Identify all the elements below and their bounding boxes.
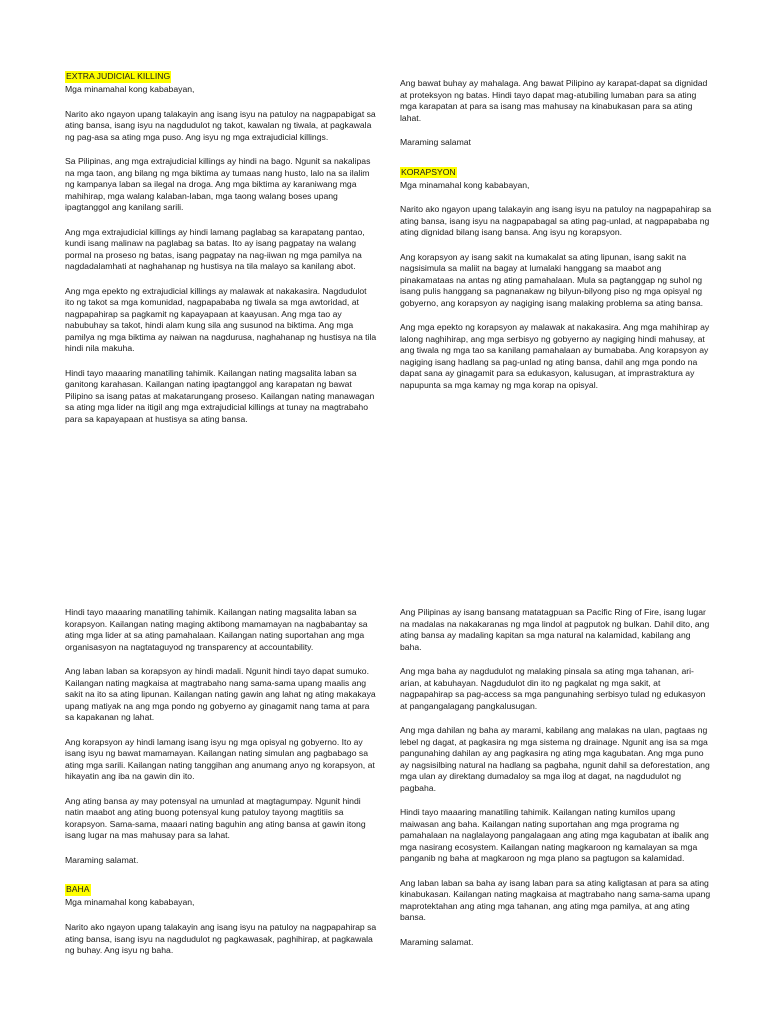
paragraph: Ang mga extrajudicial killings ay hindi lamang paglabag sa karapatang pantao, kundi isang malinaw na paglabag sa batas. Ito ay isang pagpatay na walang pormal na proseso ng batas, isang pagpatay na nag-iiwan ng mga pamilya na nagdadalamhati at naghahanap ng hustisya na tila malayo sa kanilang abot.: [65, 226, 365, 272]
paragraph: Narito ako ngayon upang talakayin ang isang isyu na patuloy na nagpapahirap sa ating bansa, isang isyu na nagdudulot ng pagkawasak, paghihirap, at pagkawala ng buhay. Ang isyu ng baha.: [65, 922, 377, 956]
top-right-column: [400, 78, 712, 405]
greeting: Mga minamahal kong kababayan,: [65, 84, 195, 94]
paragraph: Sa Pilipinas, ang mga extrajudicial killings ay hindi na bago. Ngunit sa nakalipas na mga taon, ang bilang ng mga biktima ay tumaas nang husto, lalo na sa ilalim ng kampanya laban sa ilegal na droga. Ang mga biktima ay karaniwang mga mahihirap, mga walang kalaban-laban, mga taong walang boses upang ipagtanggol ang kanilang sarili.: [65, 156, 371, 213]
paragraph: Narito ako ngayon upang talakayin ang isang isyu na patuloy na nagpapabigat sa ating bansa, isang isyu na nagdudulot ng takot, kawalan ng tiwala, at pagkawala ng pag-asa sa ating mga puso. Ang isyu ng mga extrajudicial killings.: [65, 108, 376, 142]
paragraph: Ang mga baha ay nagdudulot ng malaking pinsala sa ating mga tahanan, ari-arian, at kabuhayan. Nagdudulot din ito ng pagkalat ng mga sakit, at nagpapahirap sa pag-access sa mga pangunahing serbisyo tulad ng edukasyon at pangangalagang pangkalusugan.: [400, 666, 706, 711]
paragraph: Ang mga dahilan ng baha ay marami, kabilang ang malakas na ulan, pagtaas ng lebel ng dagat, at pagkasira ng mga sistema ng drainage. Ngunit ang isa sa mga pangunahing dahilan ay ang pagkasira ng ating mga kagubatan. Ang mga puno ay nagsisilbing natural na hadlang sa pagbaha, ngunit dahil sa deforestation, ang mga ulan ay direktang dumadaloy sa mga ilog at dagat, na nagdudulot ng pagbaha.: [400, 725, 710, 793]
paragraph: Ang bawat buhay ay mahalaga. Ang bawat Pilipino ay karapat-dapat sa dignidad at proteksyon ng batas. Hindi tayo dapat mag-atubiling lumaban para sa ating mga karapatan at para sa isang mas mahusay na kinabukasan para sa ating lahat.: [400, 78, 708, 123]
paragraph: Narito ako ngayon upang talakayin ang isang isyu na patuloy na nagpapahirap sa ating bansa, isang isyu na nagpapabagal sa ating pag-unlad, at nagpapababa ng ating dignidad bilang isang bansa. Ang isyu ng korapsyon.: [400, 204, 712, 238]
top-left-column: [65, 66, 377, 439]
section-heading-baha: BAHA: [66, 884, 90, 895]
paragraph: Hindi tayo maaaring manatiling tahimik. Kailangan nating magsalita laban sa ganitong karahasan. Kailangan nating ipagtanggol ang karapatan ng bawat Pilipino sa isang patas at makatarungang proseso. Kailangan nating manawagan sa ating mga lider na itigil ang mga extrajudicial killings at tunay na magtrabaho para sa kapayapaan at hustisya sa ating bansa.: [65, 367, 375, 424]
paragraph: Ang korapsyon ay isang sakit na kumakalat sa ating lipunan, isang sakit na nagsisimula sa maliit na bagay at lumalaki hanggang sa maabot ang pinakamataas na antas ng ating pamahalaan. Mula sa pagtanggap ng suhol ng isang pulis hanggang sa pagnanakaw ng bilyun-bilyong piso ng mga opisyal ng gobyerno, ang korapsyon ay nagiging isang malaking problema sa ating bansa.: [400, 251, 704, 308]
paragraph: Hindi tayo maaaring manatiling tahimik. Kailangan nating kumilos upang maiwasan ang baha. Kailangan nating suportahan ang mga programa ng pamahalaan na naglalayong pangalagaan ang ating mga kagubatan at ibalik ang mga nasirang ecosystem. Kailangan nating magkaroon ng kamalayan sa mga panganib ng baha at magkaroon ng mga plano sa pagtugon sa kalamidad.: [400, 807, 709, 864]
paragraph: Ang mga epekto ng korapsyon ay malawak at nakakasira. Ang mga mahihirap ay lalong naghihirap, ang mga serbisyo ng gobyerno ay nagiging hindi mahusay, at ang tiwala ng mga tao sa kanilang pamahalaan ay bumababa. Ang korapsyon ay nagiging isang hadlang sa pag-unlad ng ating bansa, dahil ang mga pondo na dapat sana ay ginagamit para sa edukasyon, kalusugan, at imprastraktura ay napupunta sa mga kamay ng mga korap na opisyal.: [400, 322, 710, 390]
paragraph: Ang korapsyon ay hindi lamang isang isyu ng mga opisyal ng gobyerno. Ito ay isang isyu ng bawat mamamayan. Kailangan nating simulan ang pagbabago sa ating mga sarili. Kailangan nating tanggihan ang anumang anyo ng korapsyon, at hikayatin ang iba na gawin din ito.: [65, 736, 375, 782]
closing-text: Maraming salamat.: [65, 854, 139, 865]
bottom-right-column: [400, 607, 712, 948]
section-heading-block: [400, 162, 712, 180]
closing-text: Maraming salamat: [400, 137, 471, 148]
paragraph: Hindi tayo maaaring manatiling tahimik. Kailangan nating magsalita laban sa korapsyon. Kailangan nating maging aktibong mamamayan na nagbabantay sa ating mga lider at sa ating pamahalaan. Kailangan nating suportahan ang mga organisasyon na nagtataguyod ng transparency at accountability.: [65, 607, 368, 652]
paragraph: Ang Pilipinas ay isang bansang matatagpuan sa Pacific Ring of Fire, isang lugar na madalas na nakakaranas ng mga lindol at pagputok ng bulkan. Dahil dito, ang ating bansa ay madaling kapitan sa mga natural na kalamidad, kabilang ang baha.: [400, 607, 710, 652]
greeting: Mga minamahal kong kababayan,: [65, 897, 195, 908]
section-heading-korapsyon: KORAPSYON: [401, 166, 456, 177]
paragraph: Ang laban laban sa korapsyon ay hindi madali. Ngunit hindi tayo dapat sumuko. Kailangan nating magkaisa at magtrabaho nang sama-sama upang maalis ang sakit na ito sa ating lipunan. Kailangan nating gawin ang lahat ng ating makakaya upang matiyak na ang mga pondo ng gobyerno ay ginagamit nang tama at para sa kapakanan ng lahat.: [65, 666, 376, 723]
section-heading-block: [65, 879, 377, 897]
bottom-left-column: [65, 607, 377, 957]
paragraph: Ang laban laban sa baha ay isang laban para sa ating kaligtasan at para sa ating kinabukasan. Kailangan nating magkaisa at magtrabaho nang sama-sama upang maprotektahan ang ating mga tahanan, ang ating mga pamilya, at ang ating bansa.: [400, 877, 711, 923]
closing-text: Maraming salamat.: [400, 936, 474, 947]
section-heading-ejk: EXTRA JUDICIAL KILLING: [66, 71, 171, 81]
paragraph: Ang ating bansa ay may potensyal na umunlad at magtagumpay. Ngunit hindi natin maabot ang ating buong potensyal kung patuloy tayong magtitiis sa korapsyon. Sama-sama, maaari nating baguhin ang ating bansa at gawin itong isang lugar na mas mahusay para sa lahat.: [65, 795, 366, 841]
paragraph: Ang mga epekto ng extrajudicial killings ay malawak at nakakasira. Nagdudulot ito ng takot sa mga komunidad, nagpapababa ng tiwala sa mga awtoridad, at nagpapahirap sa pagkamit ng kapayapaan at kaayusan. Ang mga tao ay nabubuhay sa takot, hindi alam kung sila ang susunod na biktima. Ang mga pamilya ng mga biktima ay naiwan na nagdurusa, naghahanap ng hustisya na tila hindi nila makuha.: [65, 285, 377, 354]
greeting: Mga minamahal kong kababayan,: [400, 179, 530, 190]
section-heading-block: [65, 66, 377, 84]
